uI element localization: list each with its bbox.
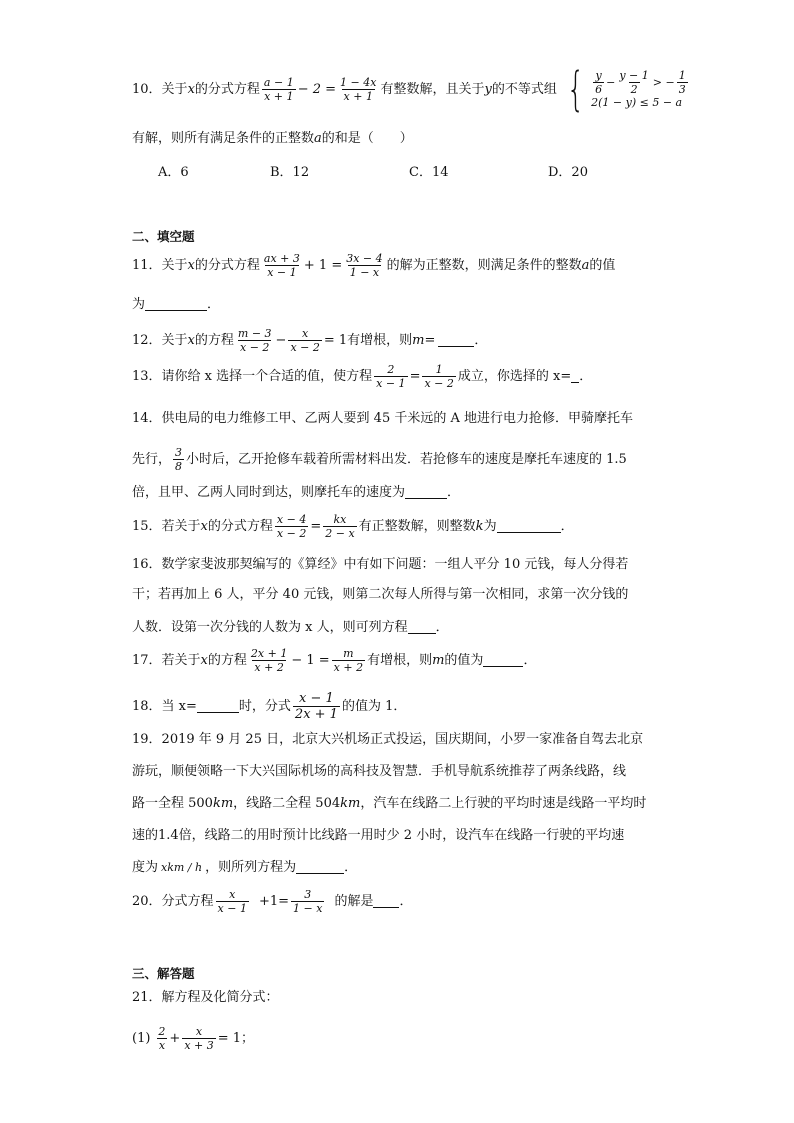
section-heading-solutions: 三、解答题: [132, 966, 195, 981]
question-19-line-2: 游玩，顺便领略一下大兴国际机场的高科技及智慧．手机导航系统推荐了两条线路，线: [132, 764, 627, 779]
question-18: 18．当 x= 时，分式 $\frac{x - 1}{2x + 1}$ 的值为 1．: [132, 691, 407, 722]
q10-number: 10．: [132, 81, 162, 97]
q10-fraction-2: $\frac{1 - 4x}{x + 1}$: [340, 75, 377, 103]
q17-fraction-2: $\frac{m}{x + 2}$: [333, 647, 364, 674]
question-19-line-5: 度为 xkm / h ，则所列方程为 ．: [132, 860, 358, 875]
q10-inequality-system: { $\frac{y}{6}$ − $\frac{y - 1}{2}$ > − $\frac{1}{3}$ 2(1 − y) ≤ 5 − a: [561, 66, 690, 112]
question-19-line-4: 速的1.4倍，线路二的用时预计比线路一用时少 2 小时，设汽车在线路一行驶的平均速: [132, 828, 625, 843]
q20-answer-blank[interactable]: [373, 895, 399, 908]
question-21-part-1: (1) $\frac{2}{x}$ + $\frac{x}{x + 3}$ = 1；: [132, 1025, 255, 1052]
q10-options: [0, 161, 794, 179]
q11-fraction-2: $\frac{3x - 4}{1 - x}$: [346, 252, 383, 279]
question-14-line-3: 倍，且甲、乙两人同时到达，则摩托车的速度为 ．: [132, 485, 461, 500]
question-15: 15．若关于 x 的分式方程 $\frac{x - 4}{x - 2}$ = $\frac{kx}{2 - x}$ 有正整数解，则整数 k 为 ．: [132, 513, 574, 540]
q14-answer-blank[interactable]: [405, 486, 447, 499]
question-20: 20．分式方程 $\frac{x}{x - 1}$ +1= $\frac{3}{1 - x}$ 的解是 ．: [132, 888, 413, 915]
q11-fraction-1: $\frac{ax + 3}{x - 1}$: [263, 252, 300, 279]
q17-answer-blank[interactable]: [483, 654, 523, 667]
q10-text-5: 的不等式组: [491, 81, 557, 97]
q16-answer-blank[interactable]: [408, 621, 436, 634]
question-16-line-2: 干；若再加上 6 人，平分 40 元钱，则第二次每人所得与第一次相同，求第一次分钱的: [132, 587, 629, 602]
q13-fraction-2: $\frac{1}{x - 2}$: [424, 363, 454, 390]
question-11: 11．关于 x 的分式方程 $\frac{ax + 3}{x - 1}$ + 1 = $\frac{3x - 4}{1 - x}$ 的解为正整数，则满足条件的整数 a 的值: [132, 252, 616, 279]
q10-sys-frac-b: $\frac{y - 1}{2}$: [619, 69, 649, 96]
q10-sys-frac-c: $\frac{1}{3}$: [678, 69, 686, 96]
q10-sys-frac-a: $\frac{y}{6}$: [595, 69, 603, 96]
q10-text-1: 关于: [161, 81, 188, 97]
q18-answer-blank[interactable]: [197, 700, 239, 713]
q18-fraction: $\frac{x - 1}{2x + 1}$: [294, 691, 338, 722]
q10-fraction-1: $\frac{a - 1}{x + 1}$: [263, 75, 294, 103]
q20-fraction-1: $\frac{x}{x - 1}$: [217, 888, 247, 915]
q10-option-d[interactable]: D．20: [548, 165, 588, 180]
q10-text-4: 有整数解，且关于: [380, 81, 485, 97]
q13-fraction-1: $\frac{2}{x - 1}$: [376, 363, 406, 390]
question-14-line-2: 先行， $\frac{3}{8}$ 小时后，乙开抢修车载着所需材料出发．若抢修车的速度是摩托车速度的 1.5: [132, 446, 627, 473]
q10-var-x: x: [187, 81, 195, 97]
section-heading-fill-in: 二、填空题: [132, 229, 195, 244]
q10-option-c[interactable]: C．14: [409, 165, 449, 180]
question-13: 13．请你给 x 选择一个合适的值，使方程 $\frac{2}{x - 1}$ = $\frac{1}{x - 2}$ 成立，你选择的 x= ．: [132, 363, 593, 390]
question-14-line-1: 14．供电局的电力维修工甲、乙两人要到 45 千米远的 A 地进行电力抢修．甲骑摩托车: [132, 411, 634, 426]
q10-option-a[interactable]: A．6: [158, 165, 189, 180]
question-12: 12．关于 x 的方程 $\frac{m - 3}{x - 2}$ − $\frac{x}{x - 2}$ = 1有增根，则 m = ．: [132, 327, 488, 354]
q21-fraction-2: $\frac{x}{x + 3}$: [184, 1025, 214, 1052]
q12-answer-blank[interactable]: [438, 334, 474, 347]
q10-sys-row-2: 2(1 − y) ≤ 5 − a: [591, 96, 683, 109]
question-16-line-1: 16．数学家斐波那契编写的《算经》中有如下问题：一组人平分 10 元钱，每人分得若: [132, 557, 629, 572]
q20-fraction-2: $\frac{3}{1 - x}$: [293, 888, 323, 915]
q11-answer-blank[interactable]: [145, 298, 207, 311]
question-10-line-2: 有解，则所有满足条件的正整数 a 的和是（ ）: [132, 131, 413, 146]
question-10: [132, 62, 690, 116]
q14-fraction: $\frac{3}{8}$: [175, 446, 183, 473]
q17-fraction-1: $\frac{2x + 1}{x + 2}$: [250, 647, 288, 674]
q15-answer-blank[interactable]: [497, 520, 561, 533]
question-11-line-2: 为 ．: [132, 297, 221, 312]
q15-fraction-2: $\frac{kx}{2 - x}$: [325, 513, 355, 540]
q12-fraction-1: $\frac{m - 3}{x - 2}$: [237, 327, 272, 354]
question-17: 17．若关于 x 的方程 $\frac{2x + 1}{x + 2}$ − 1 = $\frac{m}{x + 2}$ 有增根，则 m 的值为 ．: [132, 647, 537, 674]
q19-answer-blank[interactable]: [296, 861, 344, 874]
q10-option-b[interactable]: B．12: [270, 165, 310, 180]
q13-answer-blank[interactable]: [571, 370, 579, 383]
q21-fraction-1: $\frac{2}{x}$: [158, 1025, 166, 1052]
question-19-line-1: 19．2019 年 9 月 25 日，北京大兴机场正式投运，国庆期间，小罗一家准备自驾去北京: [132, 732, 644, 747]
q12-fraction-2: $\frac{x}{x - 2}$: [290, 327, 320, 354]
q15-fraction-1: $\frac{x - 4}{x - 2}$: [276, 513, 307, 540]
question-21: 21．解方程及化简分式：: [132, 990, 279, 1005]
q10-text-3: − 2 =: [297, 81, 337, 97]
q10-text-2: 的分式方程: [194, 81, 260, 97]
q10-var-y: y: [484, 81, 492, 97]
question-19-line-3: 路一全程 500 km ，线路二全程 504 km ，汽车在线路二上行驶的平均时速是线路一平均时: [132, 796, 647, 811]
question-16-line-3: 人数．设第一次分钱的人数为 x 人，则可列方程 ．: [132, 620, 449, 635]
